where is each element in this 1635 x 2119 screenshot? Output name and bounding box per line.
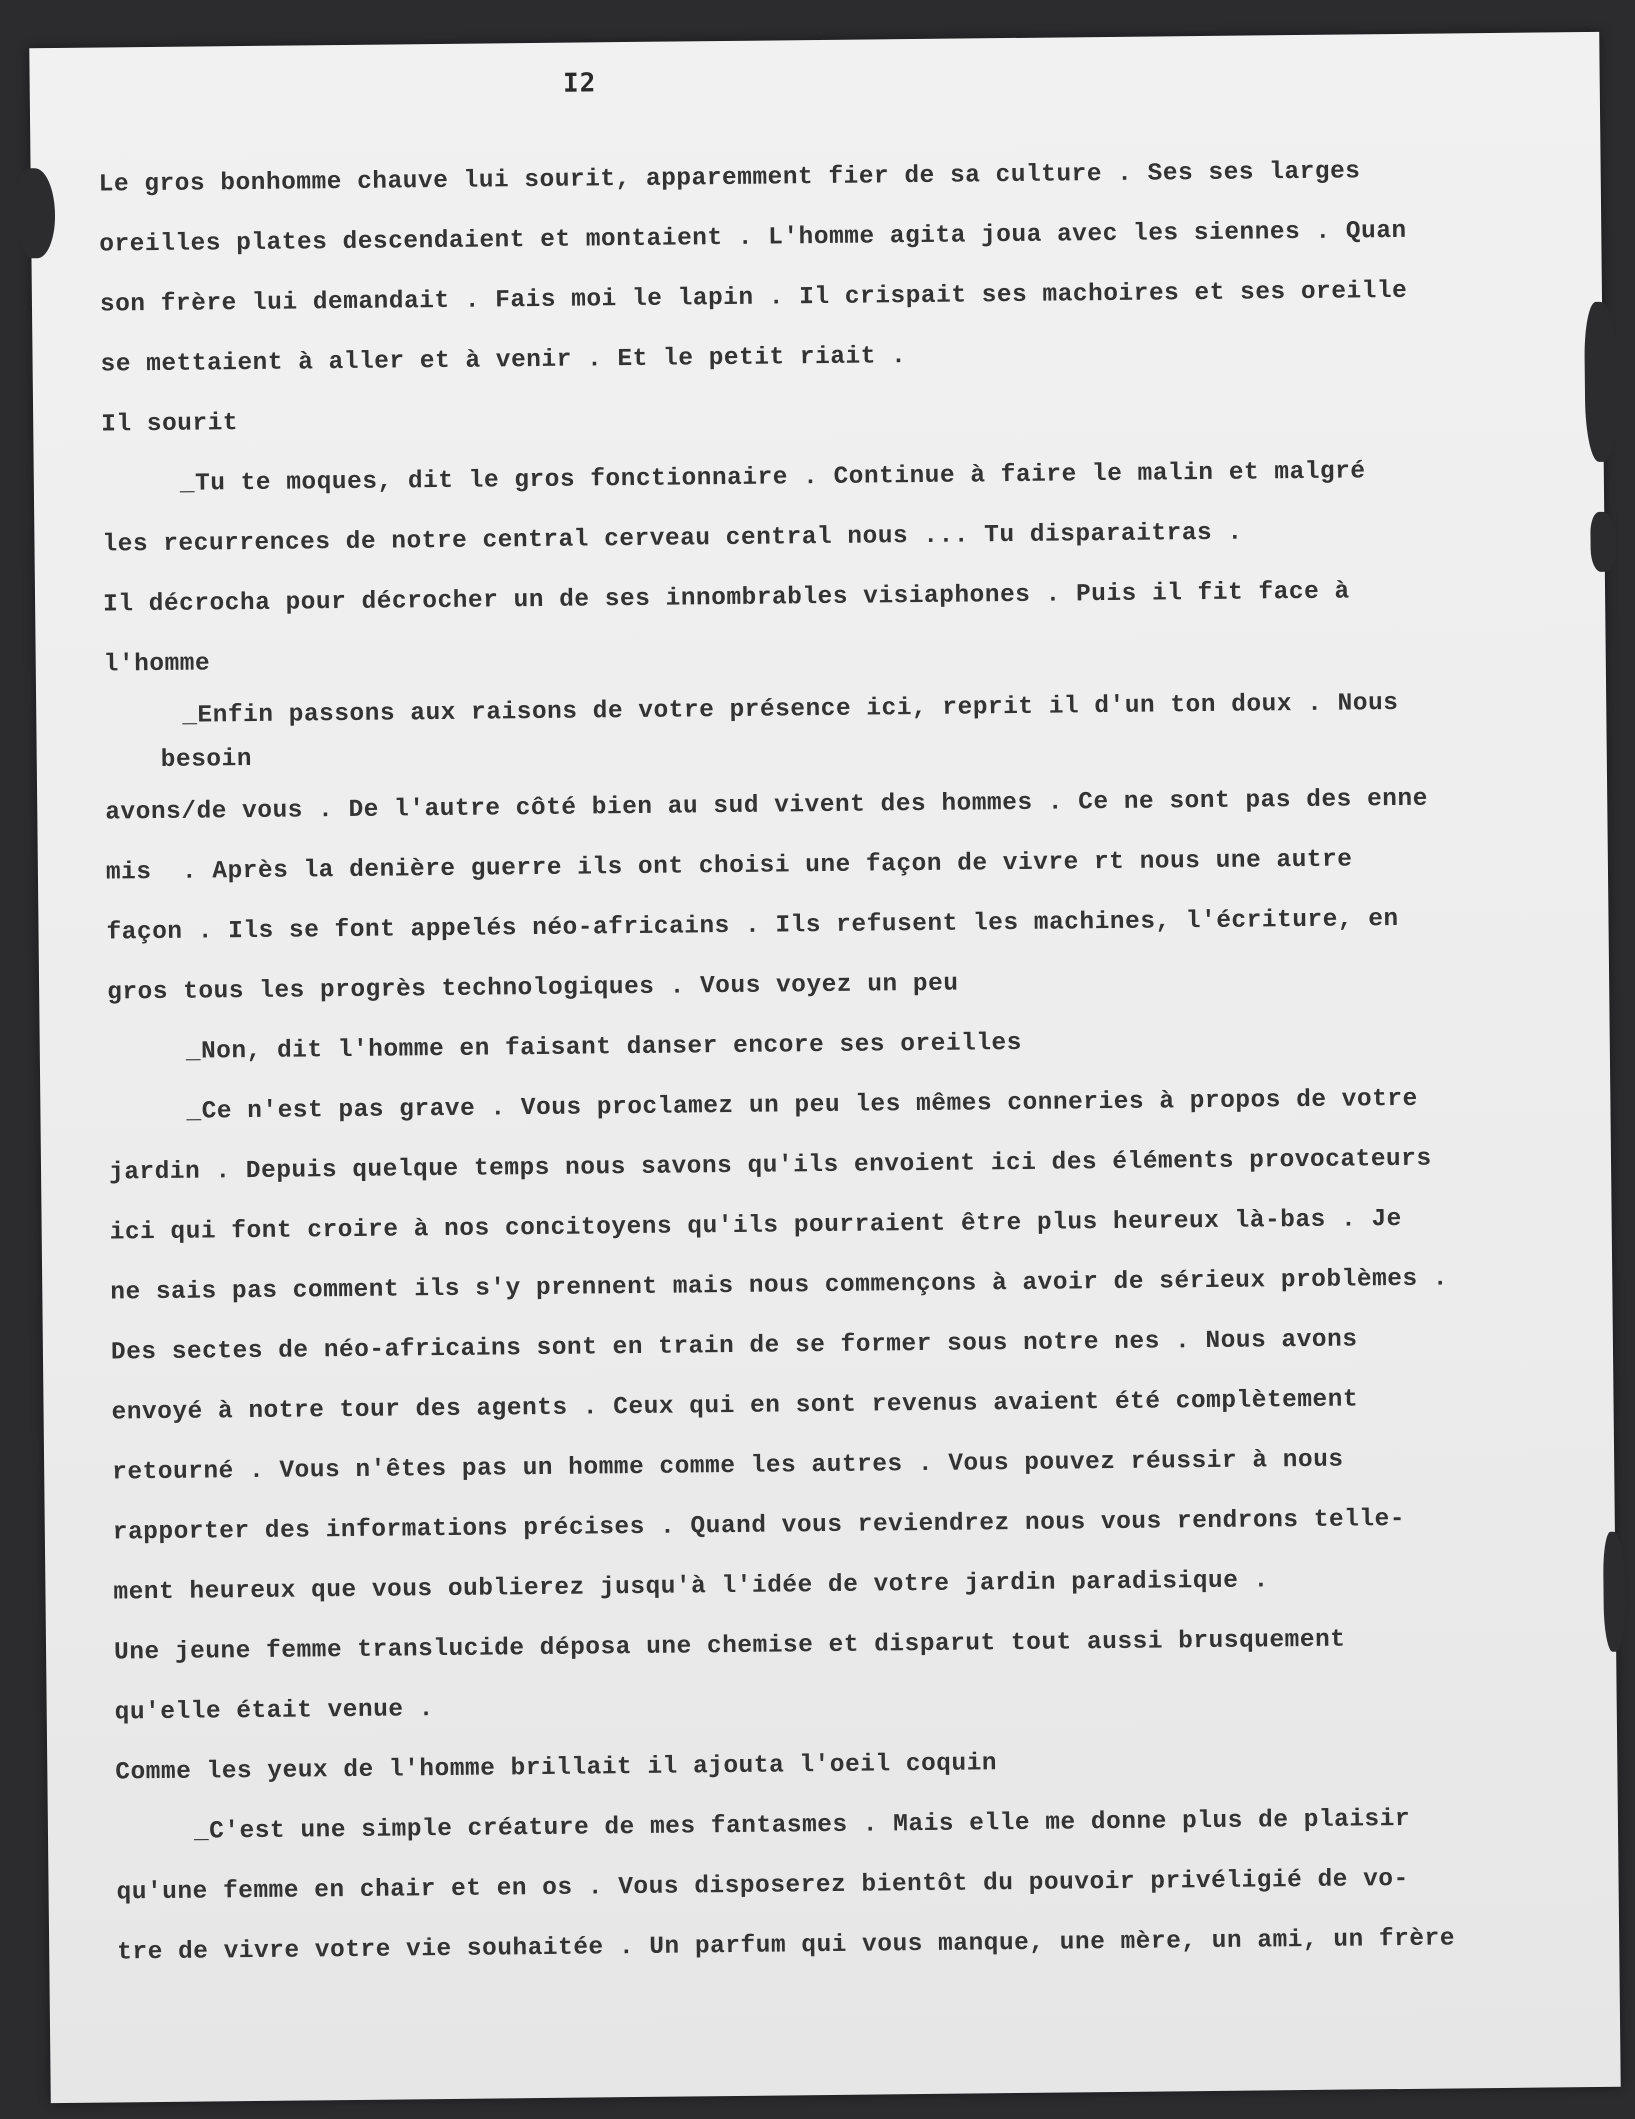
torn-edge — [1590, 512, 1617, 572]
text-line: son frère lui demandait . Fais moi le lapin . Il crispait ses machoires et ses oreille — [99, 277, 1408, 319]
text-line: les recurrences de notre central cerveau central nous ... Tu disparaitras . — [102, 519, 1243, 559]
text-line: se mettaient à aller et à venir . Et le petit riait . — [100, 343, 907, 379]
text-line: ici qui font croire à nos concitoyens qu'ils pourraient être plus heureux là-bas . Je — [109, 1205, 1402, 1247]
text-line: rapporter des informations précises . Quand vous reviendrez nous vous rendrons telle- — [112, 1505, 1406, 1547]
text-line-insertion: besoin — [160, 745, 253, 774]
text-line: mis . Après la denière guerre ils ont choisi une façon de vivre rt nous une autre — [105, 846, 1353, 887]
torn-edge — [1584, 302, 1620, 462]
text-line: _Ce n'est pas grave . Vous proclamez un peu les mêmes conneries à propos de votre — [186, 1085, 1418, 1126]
typewritten-page — [29, 32, 1620, 2103]
text-line: Des sectes de néo-africains sont en train de se former sous notre nes . Nous avons — [110, 1326, 1358, 1367]
text-line: jardin . Depuis quelque temps nous savons qu'ils envoient ici des éléments provocateurs — [108, 1145, 1432, 1187]
body-text — [98, 140, 1597, 1983]
text-line: Il décrocha pour décrocher un de ses innombrables visiaphones . Puis il fit face à — [102, 578, 1350, 619]
text-line: Comme les yeux de l'homme brillait il ajouta l'oeil coquin — [115, 1750, 998, 1787]
text-line: _Non, dit l'homme en faisant danser encore ses oreilles — [185, 1029, 1023, 1066]
text-line: ne sais pas comment ils s'y prennent mais nous commençons à avoir de sérieux problèmes . — [110, 1265, 1449, 1307]
text-line: façon . Ils se font appelés néo-africains . Ils refusent les machines, l'écriture, en — [106, 905, 1399, 947]
text-line: qu'une femme en chair et en os . Vous disposerez bientôt du pouvoir privéligié de vo- — [116, 1865, 1409, 1907]
text-line: oreilles plates descendaient et montaient . L'homme agita joua avec les siennes . Quan — [99, 217, 1407, 259]
text-line: retourné . Vous n'êtes pas un homme comme les autres . Vous pouvez réussir à nous — [112, 1446, 1344, 1487]
page-number: I2 — [562, 68, 597, 99]
text-line: qu'elle était venue . — [114, 1696, 435, 1727]
text-line: _Enfin passons aux raisons de votre présence ici, reprit il d'un ton doux . Nous — [182, 689, 1399, 730]
text-line: tre de vivre votre vie souhaitée . Un parfum qui vous manque, une mère, un ami, un frère — [117, 1925, 1456, 1967]
text-line: _Tu te moques, dit le gros fonctionnaire . Continue à faire le malin et malgré — [179, 458, 1366, 498]
torn-edge — [17, 168, 56, 258]
text-line: Le gros bonhomme chauve lui sourit, apparemment fier de sa culture . Ses ses larges — [98, 158, 1361, 199]
text-line: l'homme — [103, 650, 211, 679]
text-line: _C'est une simple créature de mes fantasmes . Mais elle me donne plus de plaisir — [193, 1805, 1411, 1846]
text-line: envoyé à notre tour des agents . Ceux qui en sont revenus avaient été complètement — [111, 1386, 1359, 1427]
text-line: ment heureux que vous oublierez jusqu'à l'idée de votre jardin paradisique . — [113, 1567, 1269, 1607]
text-line: gros tous les progrès technologiques . Vous voyez un peu — [107, 970, 959, 1007]
text-line: Une jeune femme translucide déposa une chemise et disparut tout aussi brusquement — [113, 1626, 1346, 1667]
torn-edge — [1603, 1532, 1626, 1652]
text-line: Il sourit — [101, 410, 239, 439]
text-line: avons/de vous . De l'autre côté bien au sud vivent des hommes . Ce ne sont pas des enne — [105, 785, 1428, 827]
